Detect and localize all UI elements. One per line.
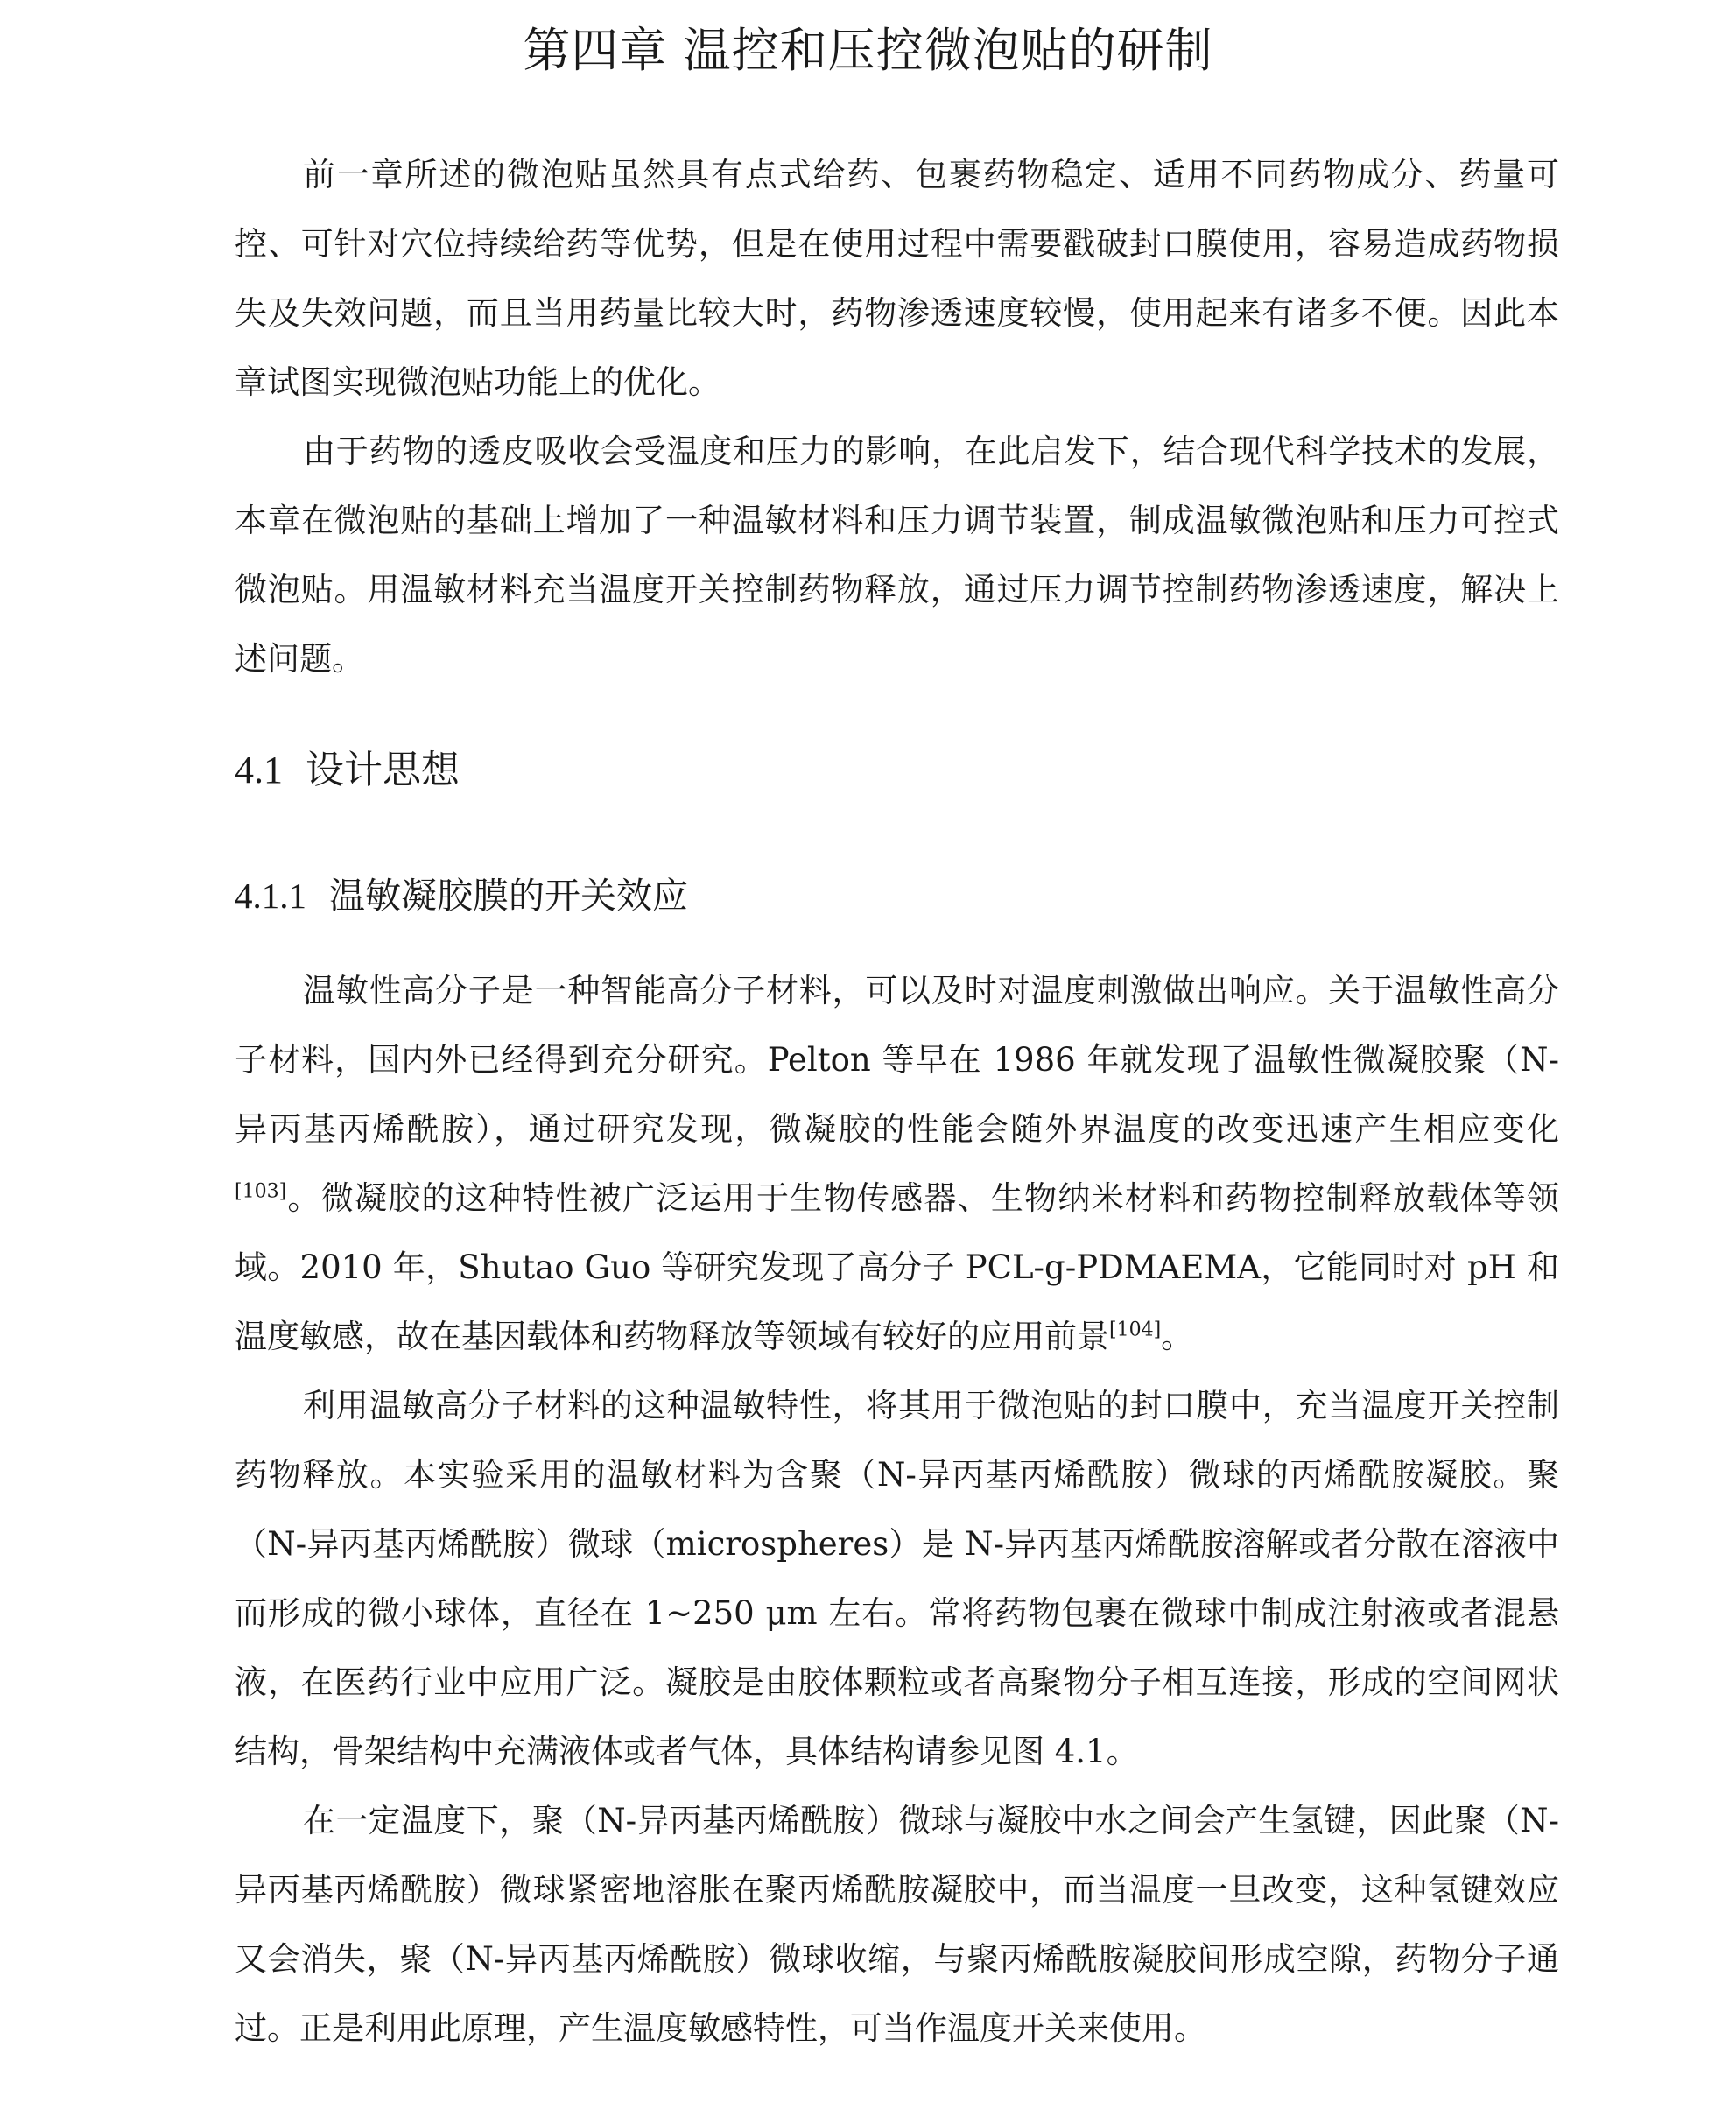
body-paragraph-3: 在一定温度下，聚（N-异丙基丙烯酰胺）微球与凝胶中水之间会产生氢键，因此聚（N-异丙基丙烯酰胺）微球紧密地溶胀在聚丙烯酰胺凝胶中，而当温度一旦改变，这种氢键效应又会消失，聚（N-异丙基丙烯酰胺）微球收缩，与聚丙烯酰胺凝胶间形成空隙，药物分子通过。正是利用此原理，产生温度敏感特性，可当作温度开关来使用。 <box>235 1802 1559 2047</box>
intro-paragraph-1: 前一章所述的微泡贴虽然具有点式给药、包裹药物稳定、适用不同药物成分、药量可控、可针对穴位持续给药等优势，但是在使用过程中需要戳破封口膜使用，容易造成药物损失及失效问题，而且当用药量比较大时，药物渗透速度较慢，使用起来有诸多不便。因此本章试图实现微泡贴功能上的优化。 <box>235 156 1559 401</box>
body-paragraph-1 <box>235 956 1559 1371</box>
section-number: 4.1 <box>235 749 283 791</box>
citation-ref: [103] <box>235 1180 287 1203</box>
intro-paragraph-2: 由于药物的透皮吸收会受温度和压力的影响，在此启发下，结合现代科学技术的发展，本章在微泡贴的基础上增加了一种温敏材料和压力调节装置，制成温敏微泡贴和压力可控式微泡贴。用温敏材料充当温度开关控制药物释放，通过压力调节控制药物渗透速度，解决上述问题。 <box>235 433 1559 678</box>
paragraph-text: 。微凝胶的这种特性被广泛运用于生物传感器、生物纳米材料和药物控制释放载体等领域。2010 年，Shutao Guo 等研究发现了高分子 PCL-g-PDMAEMA，它能同时对 pH 和温度敏感，故在基因载体和药物释放等领域有较好的应用前景 <box>235 1179 1559 1355</box>
paragraph-text: 温敏性高分子是一种智能高分子材料，可以及时对温度刺激做出响应。关于温敏性高分子材料，国内外已经得到充分研究。Pelton 等早在 1986 年就发现了温敏性微凝胶聚（N-异丙基丙烯酰胺），通过研究发现，微凝胶的性能会随外界温度的改变迅速产生相应变化 <box>235 972 1559 1148</box>
subsection-title: 温敏凝胶膜的开关效应 <box>329 875 688 917</box>
subsection-body <box>235 956 1559 2063</box>
section-title: 设计思想 <box>306 748 460 792</box>
paragraph-text: 。 <box>1161 1318 1194 1355</box>
intro-section <box>235 140 1559 693</box>
subsection-heading-4-1-1 <box>235 867 688 925</box>
citation-ref: [104] <box>1109 1319 1162 1341</box>
chapter-title: 第四章 温控和压控微泡贴的研制 <box>523 23 1213 78</box>
subsection-number: 4.1.1 <box>235 876 306 916</box>
body-paragraph-2: 利用温敏高分子材料的这种温敏特性，将其用于微泡贴的封口膜中，充当温度开关控制药物释放。本实验采用的温敏材料为含聚（N-异丙基丙烯酰胺）微球的丙烯酰胺凝胶。聚（N-异丙基丙烯酰胺）微球（microspheres）是 N-异丙基丙烯酰胺溶解或者分散在溶液中而形成的微小球体，直径在 1~250 μm 左右。常将药物包裹在微球中制成注射液或者混悬液，在医药行业中应用广泛。凝胶是由胶体颗粒或者高聚物分子相互连接，形成的空间网状结构，骨架结构中充满液体或者气体，具体结构请参见图 4.1。 <box>235 1387 1559 1770</box>
section-heading-4-1 <box>235 740 460 801</box>
